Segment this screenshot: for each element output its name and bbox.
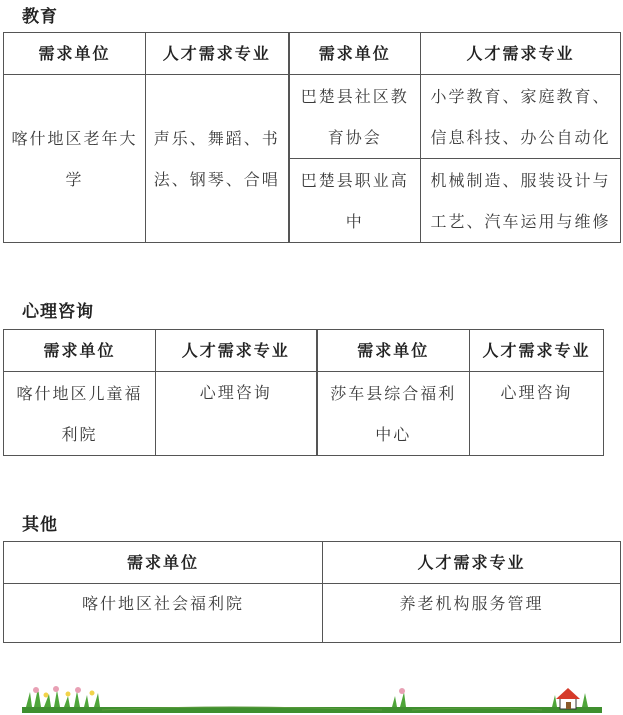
header-unit: 需求单位 (4, 542, 323, 584)
psychology-table (3, 329, 604, 456)
section-title-psychology: 心理咨询 (22, 302, 94, 322)
table-header-row (4, 542, 621, 584)
flower-border-icon (22, 684, 602, 715)
unit-cell: 巴楚县社区教育协会 (289, 75, 421, 159)
other-table (3, 541, 621, 643)
majors-cell: 心理咨询 (470, 372, 604, 456)
majors-cell: 心理咨询 (156, 372, 317, 456)
table-header-row (4, 33, 621, 75)
header-majors: 人才需求专业 (156, 330, 317, 372)
unit-cell: 喀什地区社会福利院 (4, 584, 323, 643)
table-header-row (4, 330, 604, 372)
unit-cell: 莎车县综合福利中心 (317, 372, 470, 456)
house-icon (556, 688, 580, 709)
unit-cell: 喀什地区儿童福利院 (4, 372, 156, 456)
header-majors: 人才需求专业 (323, 542, 621, 584)
table-row (4, 584, 621, 643)
table-row (4, 75, 621, 159)
header-majors: 人才需求专业 (421, 33, 621, 75)
header-unit: 需求单位 (4, 33, 146, 75)
education-table (3, 32, 621, 243)
header-unit: 需求单位 (317, 330, 470, 372)
header-unit: 需求单位 (4, 330, 156, 372)
unit-cell: 巴楚县职业高中 (289, 159, 421, 243)
section-title-education: 教育 (22, 7, 58, 27)
header-majors: 人才需求专业 (470, 330, 604, 372)
header-unit: 需求单位 (289, 33, 421, 75)
unit-cell: 喀什地区老年大学 (4, 75, 146, 243)
majors-cell: 养老机构服务管理 (323, 584, 621, 643)
table-row (4, 372, 604, 456)
majors-cell: 小学教育、家庭教育、信息科技、办公自动化 (421, 75, 621, 159)
majors-cell: 机械制造、服装设计与工艺、汽车运用与维修 (421, 159, 621, 243)
section-title-other: 其他 (22, 515, 58, 535)
header-majors: 人才需求专业 (146, 33, 289, 75)
majors-cell: 声乐、舞蹈、书法、钢琴、合唱 (146, 75, 289, 243)
